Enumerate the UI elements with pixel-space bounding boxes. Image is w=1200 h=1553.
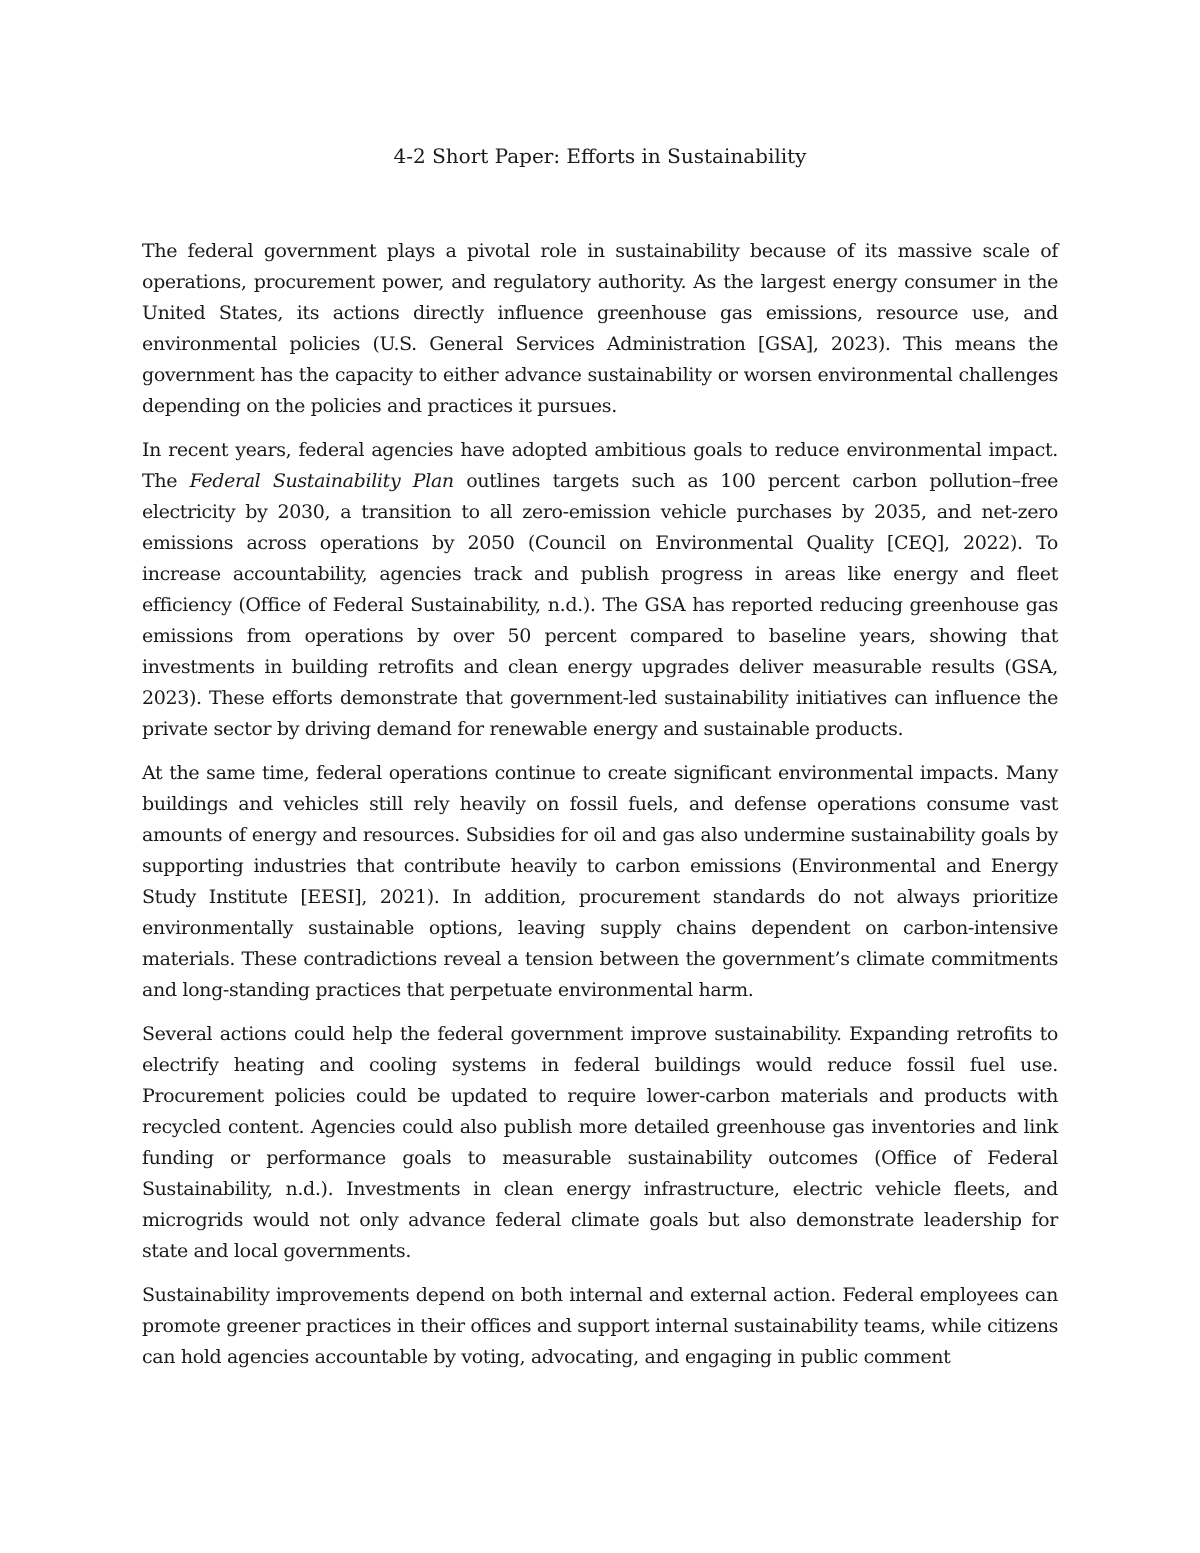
paragraph-3: At the same time, federal operations continue to create significant environmental impacts. Many buildings and vehicles still rely heavily on fossil fuels, and defense operations consume vast amounts of energy and resources. Subsidies for oil and gas also undermine sustainability goals by supporting industries that contribute heavily to carbon emissions (Environmental and Energy Study Institute [EESI], 2021). In addition, procurement standards do not always prioritize environmentally sustainable options, leaving supply chains dependent on carbon-intensive materials. These contradictions reveal a tension between the government’s climate commitments and long-standing practices that perpetuate environmental harm. xyxy=(142,762,1058,1001)
paragraph-1: The federal government plays a pivotal role in sustainability because of its massive scale of operations, procurement power, and regulatory authority. As the largest energy consumer in the United States, its actions directly influence greenhouse gas emissions, resource use, and environmental policies (U.S. General Services Administration [GSA], 2023). This means the government has the capacity to either advance sustainability or worsen environmental challenges depending on the policies and practices it pursues. xyxy=(142,240,1058,417)
paragraph-5: Sustainability improvements depend on both internal and external action. Federal employees can promote greener practices in their offices and support internal sustainability teams, while citizens can hold agencies accountable by voting, advocating, and engaging in public comment xyxy=(142,1284,1058,1368)
paper-title: 4-2 Short Paper: Efforts in Sustainability xyxy=(393,144,807,168)
paragraph-2 xyxy=(142,435,1058,745)
paragraph-2-text-after: outlines targets such as 100 percent carbon pollution–free electricity by 2030, a transition to all zero-emission vehicle purchases by 2035, and net-zero emissions across operations by 2050 (Council on Environmental Quality [CEQ], 2022). To increase accountability, agencies track and publish progress in areas like energy and fleet efficiency (Office of Federal Sustainability, n.d.). The GSA has reported reducing greenhouse gas emissions from operations by over 50 percent compared to baseline years, showing that investments in building retrofits and clean energy upgrades deliver measurable results (GSA, 2023). These efforts demonstrate that government-led sustainability initiatives can influence the private sector by driving demand for renewable energy and sustainable products. xyxy=(142,470,1058,740)
plan-title-italic: Federal Sustainability Plan xyxy=(189,470,454,492)
paragraph-2-text-before: In recent years, federal agencies have adopted ambitious goals to reduce environmental impact. The xyxy=(142,439,1058,492)
paragraph-4: Several actions could help the federal government improve sustainability. Expanding retrofits to electrify heating and cooling systems in federal buildings would reduce fossil fuel use. Procurement policies could be updated to require lower-carbon materials and products with recycled content. Agencies could also publish more detailed greenhouse gas inventories and link funding or performance goals to measurable sustainability outcomes (Office of Federal Sustainability, n.d.). Investments in clean energy infrastructure, electric vehicle fleets, and microgrids would not only advance federal climate goals but also demonstrate leadership for state and local governments. xyxy=(142,1023,1058,1262)
paper-body xyxy=(142,236,1058,1373)
